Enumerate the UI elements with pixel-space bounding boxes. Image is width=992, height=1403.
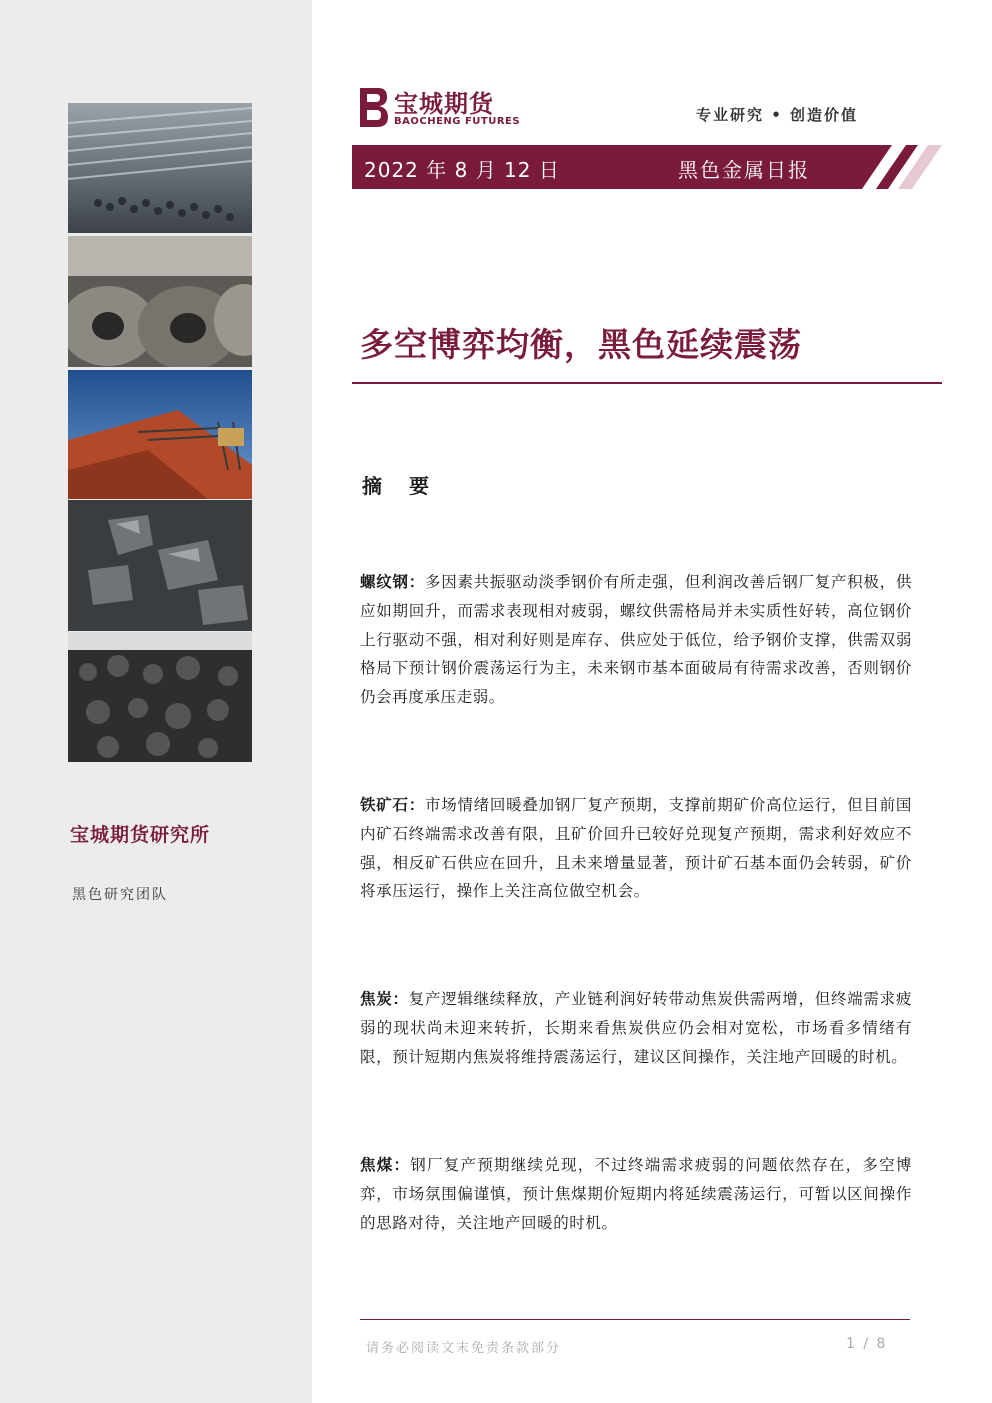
paragraph-text: 市场情绪回暖叠加钢厂复产预期，支撑前期矿价高位运行，但目前国内矿石终端需求改善有限，且矿价回升已较好兑现复产预期，需求利好效应不强，相反矿石供应在回升，且未来增量显著，预计矿石基本面仍会转弱，矿价将承压运行，操作上关注高位做空机会。 bbox=[360, 796, 912, 901]
coke-photo bbox=[68, 632, 252, 762]
company-logo bbox=[356, 84, 526, 132]
paragraph-label: 焦炭： bbox=[360, 990, 409, 1008]
paragraph-text: 钢厂复产预期继续兑现，不过终端需求疲弱的问题依然存在，多空博弈，市场氛围偏谨慎，预计焦煤期价短期内将延续震荡运行，可暂以区间操作的思路对待，关注地产回暖的时机。 bbox=[360, 1156, 912, 1232]
footer-divider bbox=[360, 1319, 910, 1320]
slogan: 专业研究 • 创造价值 bbox=[696, 106, 859, 124]
iron-ore-stacker-photo bbox=[68, 370, 252, 499]
logo-english-name: BAOCHENG FUTURES bbox=[394, 116, 521, 127]
abstract-paragraph-iron-ore bbox=[360, 791, 912, 906]
report-type: 黑色金属日报 bbox=[678, 158, 810, 182]
abstract-paragraph-coke bbox=[360, 985, 912, 1071]
abstract-heading: 摘 要 bbox=[362, 474, 439, 498]
abstract-paragraph-coking-coal bbox=[360, 1151, 912, 1237]
logo-mark-icon bbox=[356, 84, 390, 130]
logo-chinese-name: 宝城期货 bbox=[394, 89, 494, 118]
steel-coil-photo bbox=[68, 236, 252, 367]
team-name: 黑色研究团队 bbox=[72, 887, 168, 903]
paragraph-label: 螺纹钢： bbox=[360, 573, 425, 591]
abstract-paragraph-rebar bbox=[360, 568, 912, 712]
paragraph-text: 复产逻辑继续释放，产业链利润好转带动焦炭供需两增，但终端需求疲弱的现状尚未迎来转折，长期来看焦炭供应仍会相对宽松，市场看多情绪有限，预计短期内焦炭将维持震荡运行，建议区间操作，关注地产回暖的时机。 bbox=[360, 990, 912, 1066]
institute-name: 宝城期货研究所 bbox=[70, 824, 211, 846]
report-date: 2022 年 8 月 12 日 bbox=[364, 158, 560, 182]
page-number: 1 / 8 bbox=[846, 1336, 888, 1352]
rebar-photo bbox=[68, 103, 252, 233]
coking-coal-photo bbox=[68, 500, 252, 631]
report-banner bbox=[352, 145, 942, 189]
paragraph-label: 焦煤： bbox=[360, 1156, 411, 1174]
report-title: 多空博弈均衡，黑色延续震荡 bbox=[360, 325, 802, 364]
title-divider bbox=[352, 382, 942, 384]
paragraph-text: 多因素共振驱动淡季钢价有所走强，但利润改善后钢厂复产积极，供应如期回升，而需求表现相对疲弱，螺纹供需格局并未实质性好转，高位钢价上行驱动不强，相对利好则是库存、供应处于低位，给予钢价支撑，供需双弱格局下预计钢价震荡运行为主，未来钢市基本面破局有待需求改善，否则钢价仍会再度承压走弱。 bbox=[360, 573, 912, 707]
sidebar bbox=[0, 0, 312, 1403]
paragraph-label: 铁矿石： bbox=[360, 796, 425, 814]
disclaimer-note: 请务必阅读文末免责条款部分 bbox=[366, 1341, 562, 1356]
